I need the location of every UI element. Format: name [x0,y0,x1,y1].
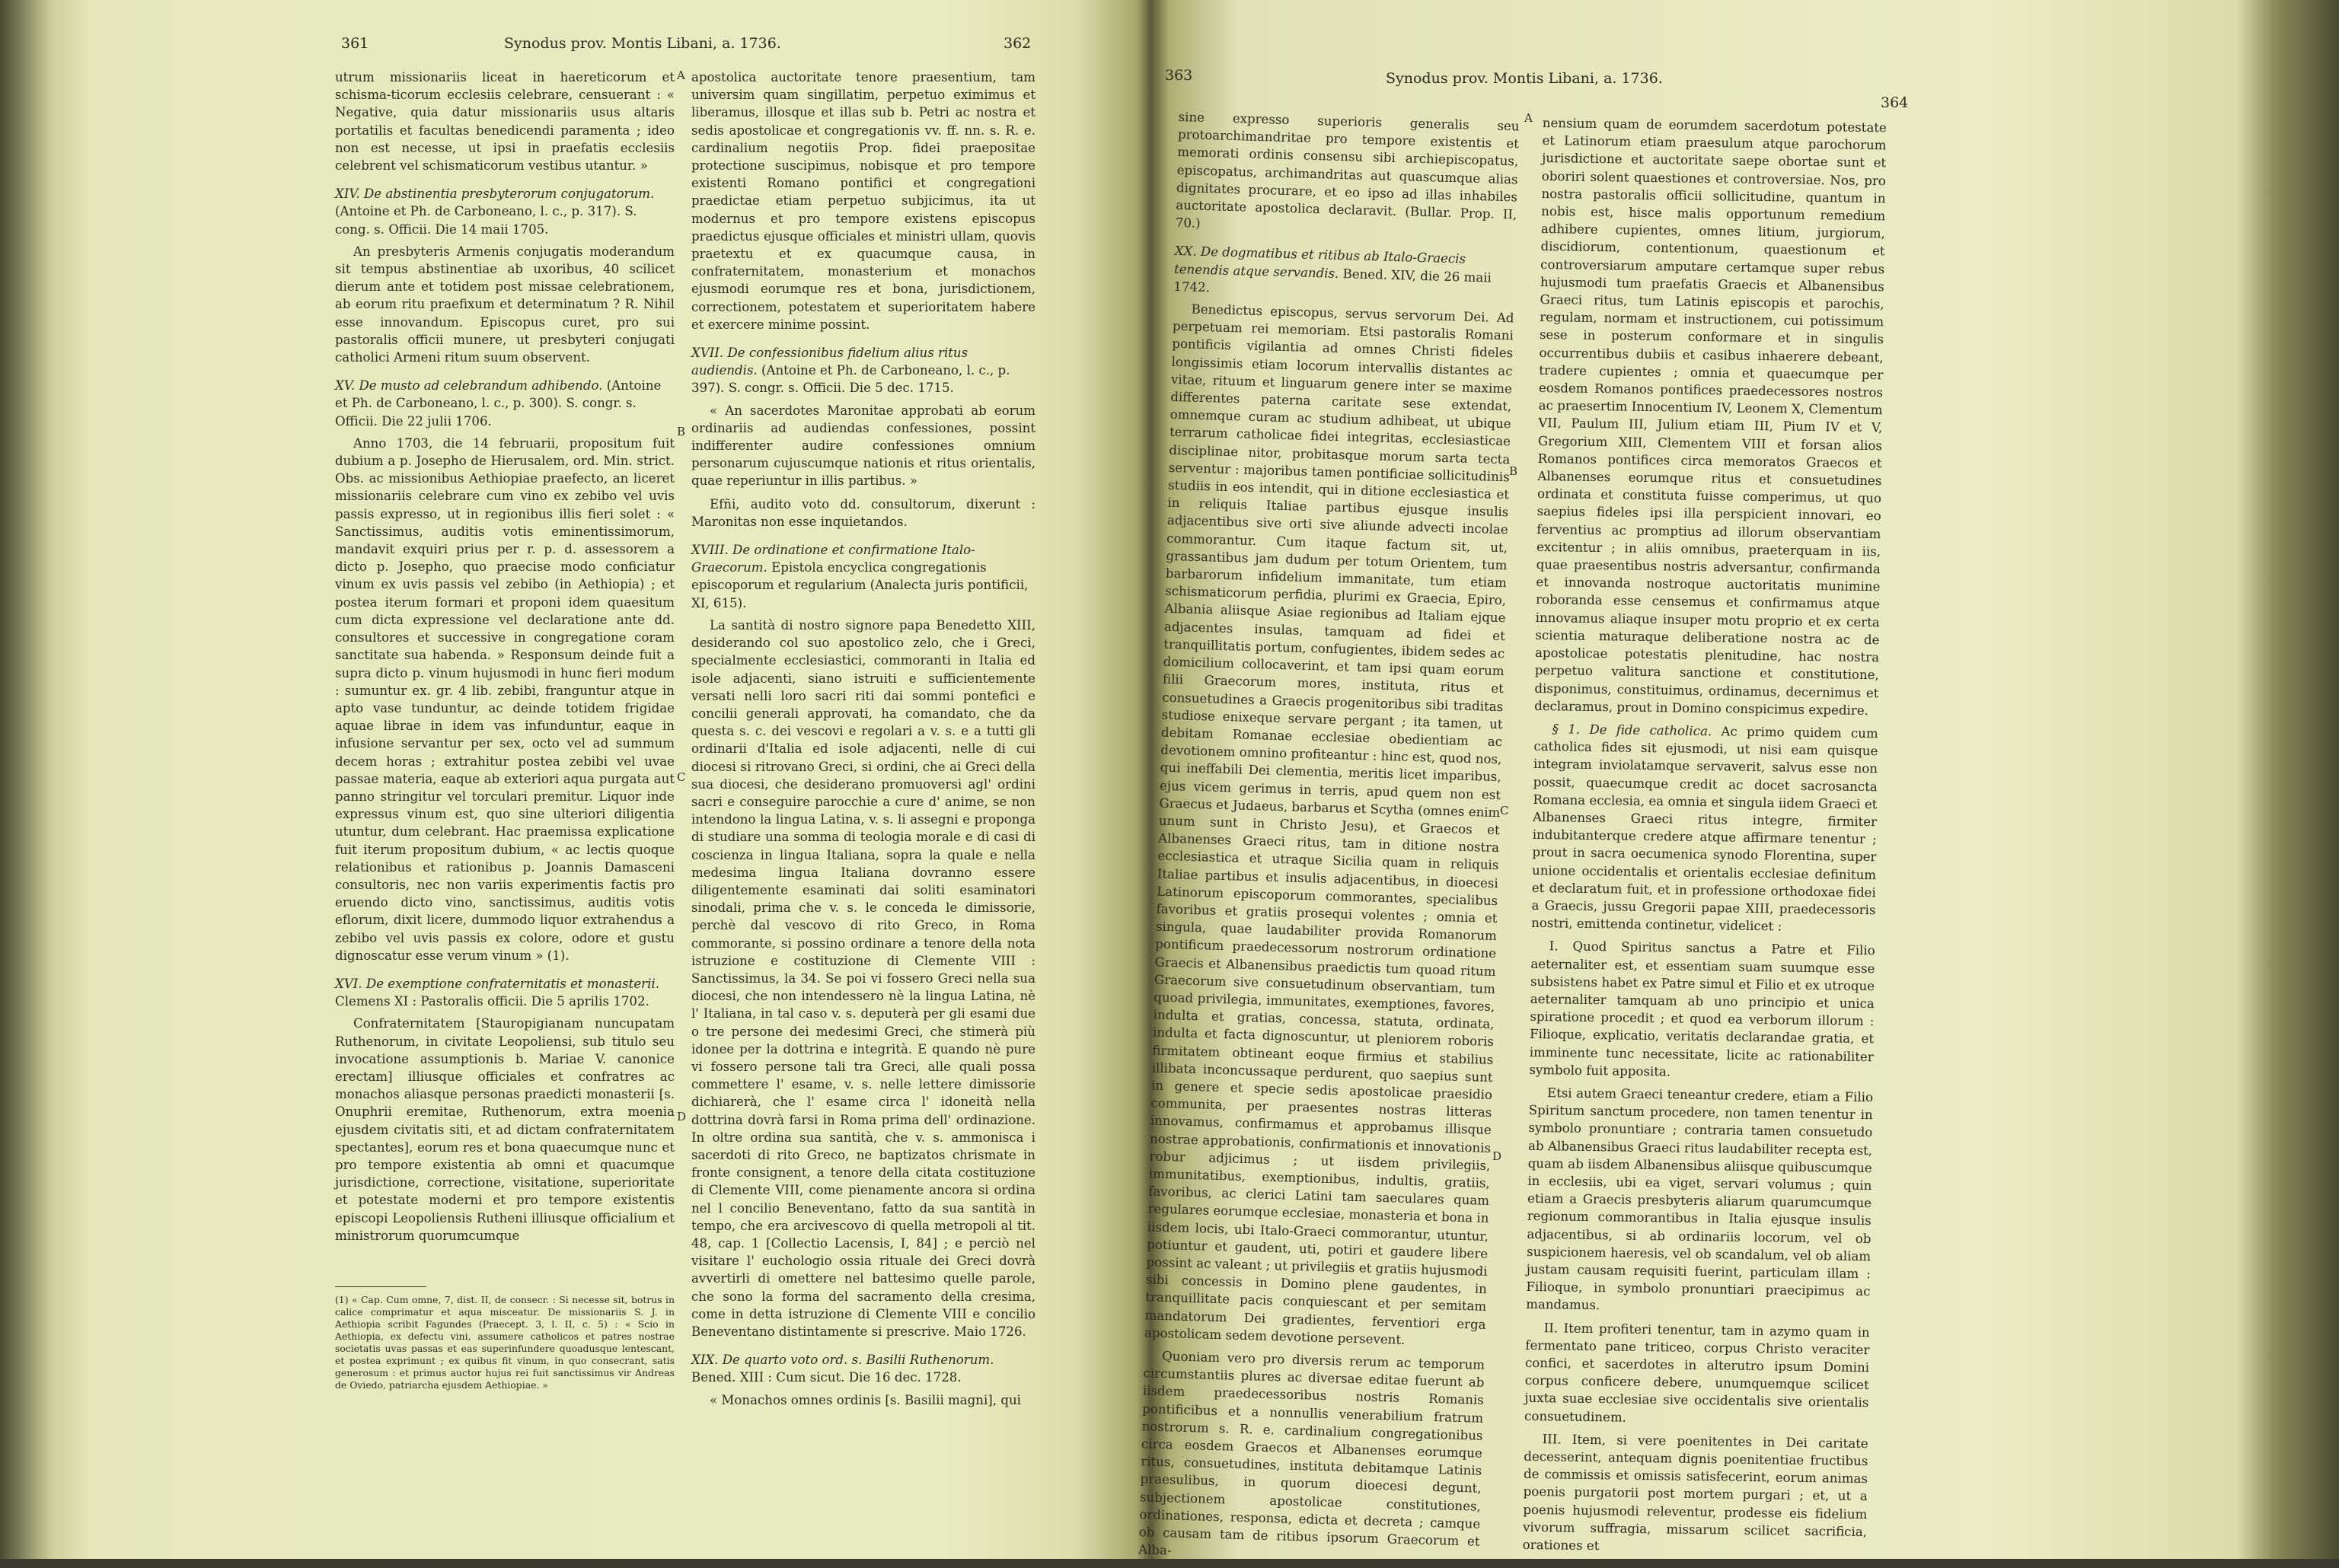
paragraph-text: Ac primo quidem cum catholica fides sit ejusmodi, ut nisi eam quisque integram inviolatamque servaverit, salvus esse non possit, quaecumque credit ac docet sacrosancta Romana ecclesia, ea omnia et singula iidem Graeci et Albanenses Graeci ritus integre, firmiter indubitanterque credere atque affirmare tenentur ; prout in sacra oecumenica synodo Florentina, super unione occidentalis et orientalis ecclesiae definitum et declaratum fuit, et in professione orthodoxae fidei a Graecis, jussu Gregorii papae XIII, praedecessoris nostri, emittenda continetur, videlicet : [1531,724,1878,934]
page-number-361: 361 [341,35,369,52]
paragraph: I. Quod Spiritus sanctus a Patre et Filio aeternaliter est, et essentiam suam suumque esse subsistens habet ex Patre simul et Filio et ex utroque aeternaliter tamquam ab uno principio et unica spiratione procedit ; et quod ea verborum illorum : Filioque, explicatio, veritatis declarandae gratia, et imminente tunc necessitate, licite ac rationabiliter symbolo fuit apposita. [1529,939,1875,1079]
paragraph: III. Item, si vere poenitentes in Dei caritate decesserint, antequam dignis poenitentiae fructibus de commissis et omissis satisfecerint, eorum animas poenis purgatorii post mortem purgari ; et, ut a poenis hujusmodi releventur, prodesse eis fidelium vivorum suffragia, missarum scilicet sacrificia, orationes et [1522,1431,1868,1554]
paragraph: Confraternitatem [Stauropigianam nuncupatam Ruthenorum, in civitate Leopoliensi, sub titulo seu invocatione assumptionis b. Mariae V. canonice erectam] illiusque officiales et confratres ac monachos aliasque personas praedicti monasterii [s. Onuphrii eremitae, Ruthenorum, extra moenia ejusdem civitatis siti, et ad dictam confraternitatem spectantes], eorum res et bona quaecumque nunc et pro tempore existentia ab omni et quacumque jurisdictione, correctione, visitatione, superioritate et potestate moderni et pro tempore existentis episcopi Leopoliensis Rutheni illiusque officialium et ministrorum quorumcumque [335,1016,675,1243]
page-number-363: 363 [1165,67,1193,84]
margin-letter-d: D [677,1110,687,1123]
margin-letter-d: D [1492,1149,1502,1163]
running-title: Synodus prov. Montis Libani, a. 1736. [1386,70,1663,87]
heading-title: XIX. De quarto voto ord. s. Basilii Ruthenorum. [691,1353,994,1368]
heading-title: XIV. De abstinentia presbyterorum conjugatorum. [335,186,655,202]
paragraph: La santità di nostro signore papa Benedetto XIII, desiderando col suo apostolico zelo, che i Greci, specialmente ecclesiastici, commoranti in Italia ed isole adjacenti, siano istruiti e sufficientemente versati nelli loro sacri riti dai sommi pontefici e concilii generali approvati, ha comandato, che da questa s. c. dei vescovi e regolari a v. s. e a tutti gli ordinarii d'Italia ed isole adjacenti, nelle di cui diocesi si ritrovano Greci, si ordini, che ai Greci della sua diocesi, che desiderano promuoversi agl' ordini sacri e conseguire parocchie a cure d' anime, se non intendono la lingua Latina, v. s. li assegni e proponga di studiare una somma di teologia morale e di casi di coscienza in lingua Italiana, sopra la quale e nella medesima lingua Italiana dovranno essere diligentemente esaminati dai soliti esaminatori sinodali, prima che v. s. le conceda le dimissorie, perchè dal vescovo di rito Greco, in Roma commorante, si possino ordinare a tenore della nota istruzione e costituzione di Clemente VIII : Sanctissimus, la 34. Se poi vi fossero Greci nella sua diocesi, che non intendessero nè la lingua Latina, nè l' Italiana, in tal caso v. s. deputerà per gli esami due o tre persone dei medesimi Greci, che stimerà più idonee per la dottrina e integrità. E quando nè pure vi fossero persone tali tra Greci, alle quali possa commettere l' esame, v. s. nelle lettere dimissorie dichiarerà, che l' esame circa l' idoneità nella dottrina dovrà farsi in Roma prima dell' ordinazione. In oltre ordina sua santità, che v. s. ammonisca i sacerdoti di rito Greco, ne baptizatos chrismate in fronte consignent, a tenore della citata costituzione di Clemente VIII, come pienamente ancora si ordina nel l concilio Beneventano, fatto da sua santità in tempo, che era arcivescovo di quella metropoli al tit. 48, cap. 1 [Collectio Lacensis, I, 84] ; e perciò nel visitare l' euchologio ossia rituale dei Greci dovrà avvertirli di omettere nel battesimo quelle parole, che sono la forma del sacramento della cresima, come in detta istruzione di Clemente VIII e concilio Beneventano distintamente si prescrive. Maio 1726. [691,617,1035,1340]
heading-title: XX. De dogmatibus et ritibus ab Italo-Graecis tenendis atque servandis. [1173,244,1466,281]
section-heading-xix [691,1351,1035,1386]
paragraph: An presbyteris Armenis conjugatis moderandum sit tempus abstinentiae ab uxoribus, 40 scilicet dierum ante et totidem post missae celebrationem, ab eorum ritu praefixum et determinatum ? R. Nihil esse innovandum. Episcopus curet, pro sui pastoralis officii munere, ut presbyteri conjugati catholici Armeni ritum suum observent. [335,244,675,365]
section-heading-xvi [335,975,675,1010]
paragraph: utrum missionariis liceat in haereticorum et schisma-ticorum ecclesiis celebrare, censuerant : « Negative, quia datur missionariis usus altaris portatilis et facultas benedicendi paramenta ; ideo non est necesse, ut ipsi in praefatis ecclesiis celebrent vel schismaticorum vestibus utantur. » [335,70,675,174]
footnote-rule [335,1286,426,1287]
heading-title: XVII. De confessionibus fidelium alius ritus audiendis. [691,346,968,378]
paragraph: nensium quam de eorumdem sacerdotum potestate et Latinorum etiam praesulum atque parochorum jurisdictione et auctoritate saepe obortae sunt et oboriri solent quaestiones et controversiae. Nos, pro nostra pastoralis officii sollicitudine, quantum in nobis est, hisce malis opportunum remedium adhibere cupientes, omnes litium, jurgiorum, discidiorum, contentionum, quaestionum et controversiarum amputare certamque super rebus hujusmodi tum praefatis Graecis et Albanensibus Graeci ritus, tum Latinis episcopis et parochis, regulam, normam et instructionem, cui potissimum sese in posterum conformare et in singulis occurrentibus dubiis et casibus inhaerere debeant, tradere cupientes ; omnia et quaecumque per eosdem Romanos pontifices praedecessores nostros ac praesertim Innocentium IV, Leonem X, Clementum VII, Paulum III, Julium etiam III, Pium IV et V, Gregorium XIII, Clementem VIII et forsan alios Romanos pontifices circa memoratos Graecos et Albanenses eorumque ritus et consuetudines ordinata et constituta fuisse comperimus, ut quo saepius fideles ipsi illa perspicient innovari, eo ferventius ac promptius ad illorum observantiam excitentur ; in aliis omnibus, praeterquam in iis, quae praesentibus nostris adversantur, confirmanda et innovanda nostroque auctoritatis munimine roboranda esse censemus et confirmamus atque innovamus aliaque insuper motu proprio et ex certa scientia maturaque deliberatione nostra ac de apostolicae potestatis plenitudine, hac nostra perpetuo valitura sanctione et constitutione, disponimus, constituimus, ordinamus, decernimus et declaramus, prout in Domino conspicimus expedire. [1534,115,1887,718]
paragraph: Benedictus episcopus, servus servorum Dei. Ad perpetuam rei memoriam. Etsi pastoralis Romani pontificis vigilantia ad omnes Christi fideles longissimis etiam locorum intervallis distantes ac vitae, rituum et linguarum genere inter se maxime differentes paterna caritate sese extendat, omnemque curam ac studium adhibeat, ut ubique terrarum catholicae fidei integritas, ecclesiasticae disciplinae nitor, probitasque morum sarta tecta serventur : majoribus tamen pontificiae sollicitudinis studiis in eos intendit, qui in ditione ecclesiastica et in reliquis Italiae partibus ejusque insulis adjacentibus sive orti sive aliunde advecti incolae commorantur. Cum itaque factum sit, ut, grassantibus jam dudum per totum Orientem, tum barbarorum infidelium immanitate, tum etiam schismaticorum perfidia, plurimi ex Graecia, Epiro, Albania aliisque Asiae regionibus ad Italiam ejque adjacentes insulas, tamquam ad fidei et tranquillitatis portum, confugientes, ibidem sedes ac domicilium collocaverint, et tam ipsi quam eorum filii Graecorum mores, instituta, ritus et consuetudines a Graecis progenitoribus sibi traditas studiose enixeque servare pergant ; ita tamen, ut debitam Romanae ecclesiae obedientiam ac devotionem omnino profiteantur : hinc est, quod nos, qui ineffabili Dei clementia, meritis licet imparibus, ejus vicem gerimus in terris, apud quem non est Graecus et Judaeus, barbarus et Scytha (omnes enim unum sunt in Christo Jesu), et Graecos et Albanenses Graeci ritus, tam in ditione nostra ecclesiastica et utraque Sicilia quam in reliquis Italiae partibus et insulis adjacentibus, in dioecesi Latinorum episcoporum commorantes, specialibus favoribus et gratiis prosequi volentes ; omnia et singula, quae laudabiliter provida Romanorum pontificum praedecessorum nostrorum ordinatione Graecis et Albanensibus praedictis tum quoad ritum Graecorum sive consuetudinum observantiam, tum quoad privilegia, immunitates, exemptiones, favores, indulta et gratias, concessa, statuta, ordinata, indulta et facta dignoscuntur, ut pleniorem roboris firmitatem obtineant eoque firmius et stabilius illibata inconcussaque perdurent, quo saepius sunt in genere et specie sedis apostolicae praesidio communita, per praesentes nostras litteras innovamus, confirmamus et approbamus illisque nostrae approbationis, confirmationis et innovationis robur adjicimus ; ut iisdem privilegiis, immunitatibus, exemptionibus, indultis, gratiis, favoribus, ac clerici Latini tam saeculares quam regulares eorumque ecclesiae, monasteria et bona in iisdem locis, ubi Italo-Graeci commorantur, utuntur, potiuntur et gaudent, uti, potiri et gaudere libere possint ac valeant ; ut privilegiis et gratiis hujusmodi sibi concessis in Domino plene gaudentes, in tranquillitate pacis conquiescant et per semitam mandatorum Dei gradientes, ferventiori erga apostolicam sedem devotione persevent. [1144,301,1514,1347]
heading-title: XVIII. De ordinatione et confirmatione Italo-Graecorum. [691,543,975,575]
left-page-column-2 [691,69,1035,1484]
paragraph: Efñi, audito voto dd. consultorum, dixerunt : Maronitas non esse inquietandos. [691,496,1035,529]
heading-source: (Antoine et Ph. de Carboneano, l. c., p. 300). S. congr. s. Officii. Die 22 julii 1706. [335,378,662,429]
paragraph [1531,720,1878,937]
footnote-text: (1) « Cap. Cum omne, 7, dist. II, de consecr. : Si necesse sit, botrus in calice comprimatur et aqua misceatur. De missionariis S. J. in Aethiopia scribit Fagundes (Praecept. 3, l. II, c. 5) : « Scio in Aethiopia, ex defectu vini, assumere catholicos et patres nostrae societatis uvas passas et eas superinfundere quoadusque lentescant, et postea exprimunt ; ex quibus fit vinum, in quo consecrant, satis generosum : et primus auctor hujus rei fuit sanctissimus vir Andreas de Oviedo, patriarcha ejusdem Aethiopiae. » [335,1294,675,1391]
margin-letter-c: C [677,770,686,784]
margin-letter-a: A [1524,111,1533,125]
paragraph: Quoniam vero pro diversis rerum ac temporum circumstantiis plures ac diversae editae fuerunt ab iisdem praedecessoribus nostris Romanis pontificibus et a nonnullis venerabilium fratrum nostrorum s. R. e. cardinalium congregationibus circa eosdem Graecos et Albanenses eorumque ritus, consuetudines, instituta debitamque Latinis praesulibus, in quorum dioecesi degunt, subjectionem apostolicae constitutiones, ordinationes, responsa, edicta et decreta ; camque ob causam tam de ritibus ipsorum Graecorum et Alba- [1138,1349,1485,1558]
paragraph: « Monachos omnes ordinis [s. Basilii magni], qui [710,1392,1021,1407]
heading-source: Epistola encyclica congregationis episcoporum et regularium (Analecta juris pontificii, XI, 615). [691,560,1029,610]
heading-source: Bened. XIV, die 26 maii 1742. [1173,266,1492,295]
heading-title: XVI. De exemptione confraternitatis et monasterii. [335,976,659,991]
heading-source: Clemens XI : Pastoralis officii. Die 5 aprilis 1702. [335,994,649,1009]
left-page-column-1 [335,69,675,1277]
margin-letter-c: C [1500,804,1509,817]
section-heading-xx [1173,242,1516,304]
running-title: Synodus prov. Montis Libani, a. 1736. [504,35,781,52]
margin-letter-b: B [1509,464,1518,478]
page-number-362: 362 [1004,35,1032,52]
section-heading-xiv [335,185,675,238]
section-heading-xv [335,377,675,430]
heading-source: (Antoine et Ph. de Carboneano, l. c., p. 397). S. congr. s. Officii. Die 5 dec. 1715. [691,363,1010,396]
left-page [0,0,1119,1559]
heading-source: (Antoine et Ph. de Carboneano, l. c., p. 317). S. cong. s. Officii. Die 14 maii 1705. [335,204,637,237]
right-page-column-2 [1522,114,1887,1554]
margin-letter-b: B [677,425,686,438]
paragraph: Etsi autem Graeci teneantur credere, etiam a Filio Spiritum sanctum procedere, non tamen tenentur in symbolo pronuntiare ; contraria tamen consuetudo ab Albanensibus Graeci ritus laudabiliter recepta est, quam ab iisdem Albanensibus aliisque quibuscumque in ecclesiis, ubi ea viget, servari volumus ; quin etiam a Graecis presbyteris aliarum quarumcumque regionum commorantibus in Italia ejusque insulis adjacentibus, si ab ordinariis locorum, vel ob suspicionem haeresis, vel ob scandalum, vel ob aliam justam causam requisiti fuerint, particulam illam : Filioque, in symbolo pronuntiari praecipimus ac mandamus. [1526,1085,1874,1313]
heading-title: XV. De musto ad celebrandum adhibendo. [335,378,603,394]
paragraph: Anno 1703, die 14 februarii, propositum fuit dubium a p. Josepho de Hierusalem, ord. Min. strict. Obs. ac missionibus Aethiopiae praefecto, an liceret missionariis celebrare cum vino ex zebibo vel uvis passis expresso, ut in regionibus illis fieri solet : « Sanctissimus, auditis votis eminentissimorum, mandavit exquiri prius per r. p. d. assessorem a dicto p. Josepho, quo praecise modo conficiatur vinum ex uvis passis vel zebibo (in Aethiopia) ; et postea iterum formari et proponi idem quaesitum cum dicta expressione vel declaratione ante dd. consultores et successive in congregatione coram sanctitate sua habenda. » Responsum deinde fuit a supra dicto p. vinum hujusmodi in hunc fieri modum : sumuntur ex. gr. 4 lib. zebibi, franguntur atque in apto vase tunduntur, ac deinde totidem frigidae aquae librae in idem vas infunduntur, eaque in infusione servantur per sex, octo vel ad summum decem horas ; extrahitur postea zebibi vel uvae passae materia, eaque ab exteriori aqua purgata aut panno stringitur vel torculari premitur. Liquor inde expressus vinum est, quo sine ulteriori diligentia utuntur, dum celebrant. Hac praemissa explicatione fuit iterum propositum dubium, « ac lectis quoque relationibus et rationibus p. Joannis Damasceni consultoris, nec non variis experimentis factis pro eruendo dicto vino, sanctissimus, auditis votis eflorum, dixit licere, dummodo liquor extrahendus a zebibo vel uvis passis ex colore, odore et gustu dignoscatur esse verum vinum » (1). [335,435,675,963]
right-page [1119,0,2339,1559]
page-number-364: 364 [1881,94,1909,111]
section-heading-xviii [691,541,1035,612]
right-page-column-1 [1138,108,1520,1558]
paragraph: II. Item profiteri tenentur, tam in azymo quam in fermentato pane triticeo, corpus Christo veraciter confici, et sacerdotes in alterutro ipsum Domini corpus conficere debere, unumquemque scilicet juxta suae ecclesiae sive occidentalis sive orientalis consuetudinem. [1524,1320,1870,1425]
footnote [335,1294,675,1423]
margin-letter-a: A [677,69,685,82]
paragraph: apostolica auctoritate tenore praesentium, tam universim quam singillatim, perpetuo eximimus et liberamus, illosque et illas sub b. Petri ac nostra et sedis apostolicae et congregationis vv. ff. nn. s. R. e. cardinalium negotiis Prop. fidei praepositae protectione suscipimus, nobisque et pro tempore existenti Romano pontifici et congregationi praedictae etiam perpetuo subjicimus, ita ut modernus et pro tempore existens episcopus praedictus ejusque officiales et ministri ullam, quovis praetextu et ex quacumque causa, in confraternitatem, monasterium et monachos ejusmodi eorumque res et bona, jurisdictionem, correctionem, potestatem et superioritatem habere et exercere minime possint. [691,70,1035,332]
section-heading-xvii [691,344,1035,397]
paragraph: sine expresso superioris generalis seu protoarchimandritae pro tempore existentis et memorati ordinis consensu sibi archiepiscopatus, episcopatus, archimandritas aut quascumque alias dignitates procurare, et eo ipso ad illas inhabiles auctoritate apostolica declaravit. (Bullar. Prop. II, 70.) [1175,109,1520,231]
subsection-heading: § 1. De fide catholica. [1552,722,1712,739]
heading-source: Bened. XIII : Cum sicut. Die 16 dec. 1728. [691,1370,962,1385]
paragraph: « An sacerdotes Maronitae approbati ab eorum ordinariis ad audiendas confessiones, possint indifferenter audire confessiones omnium personarum cujuscumque nationis et ritus orientalis, quae reperiuntur in illis partibus. » [691,403,1035,489]
